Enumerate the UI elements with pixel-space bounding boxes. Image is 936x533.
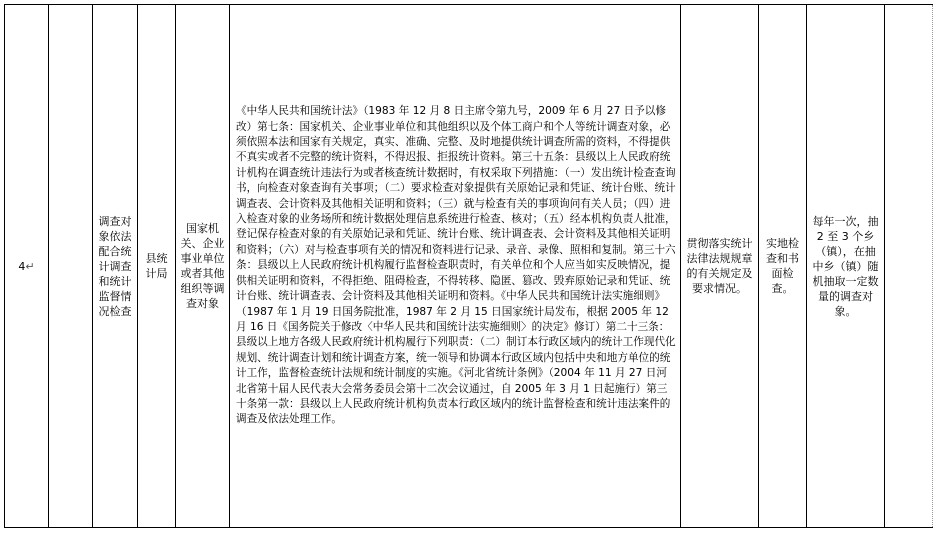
- item-name-cell[interactable]: [93, 5, 138, 528]
- blank-cell[interactable]: [49, 5, 93, 528]
- agency-cell[interactable]: [138, 5, 176, 528]
- item-name: 调查对象依法配合统计调查和统计监督情况检查: [98, 214, 132, 318]
- row-index-cell[interactable]: [5, 5, 49, 528]
- inspection-method: 实地检查和书面检查。: [766, 237, 799, 295]
- requirement-cell[interactable]: [681, 5, 759, 528]
- remarks-cell[interactable]: [885, 5, 933, 528]
- table-row: [5, 5, 933, 528]
- method-cell[interactable]: [759, 5, 807, 528]
- inspection-requirement: 贯彻落实统计法律法规规章的有关规定及要求情况。: [686, 237, 753, 295]
- frequency-cell[interactable]: [807, 5, 885, 528]
- legal-basis-cell[interactable]: [230, 5, 681, 528]
- regulation-table-sheet: [4, 4, 932, 528]
- inspection-target: 国家机关、企业事业单位或者其他组织等调查对象: [180, 222, 225, 310]
- target-cell[interactable]: [176, 5, 230, 528]
- inspection-frequency: 每年一次，抽 2 至 3 个乡（镇），在抽中乡（镇）随机抽取一定数量的调查对象。: [812, 214, 882, 318]
- row-index: 4: [18, 259, 26, 273]
- paragraph-mark: ↵: [25, 259, 35, 273]
- legal-basis-text: 《中华人民共和国统计法》（1983 年 12 月 8 日主席令第九号，2009 年 6 月 27 日予以修改）第七条：国家机关、企业事业单位和其他组织以及个体工商户和个人等统计调查对象，必须依照本法和国家有关规定，真实、准确、完整、及时地提供统计调查所需的资料，不得提供不真实或者不完整的统计资料，不得迟报、拒报统计资料。第三十五条：县级以上人民政府统计机构在调查统计违法行为或者核查统计数据时，有权采取下列措施：（一）发出统计检查查询书，向检查对象查询有关事项；（二）要求检查对象提供有关原始记录和凭证、统计台账、统计调查表、会计资料及其他相关证明和资料；（三）就与检查有关的事项询问有关人员；（四）进入检查对象的业务场所和统计数据处理信息系统进行检查、核对；（五）经本机构负责人批准，登记保存检查对象的有关原始记录和凭证、统计台账、统计调查表、会计资料及其他相关证明和资料；（六）对与检查事项有关的情况和资料进行记录、录音、录像、照相和复制。第三十六条：县级以上人民政府统计机构履行监督检查职责时，有关单位和个人应当如实反映情况，提供相关证明和资料，不得拒绝、阻碍检查，不得转移、隐匿、篡改、毁弃原始记录和凭证、统计台账、统计调查表、会计资料及其他相关证明和资料。《中华人民共和国统计法实施细则》（1987 年 1 月 19 日国务院批准，1987 年 2 月 15 日国家统计局发布，根据 2005 年 12 月 16 日《国务院关于修改〈中华人民共和国统计法实施细则〉的决定》修订）第二十三条：县级以上地方各级人民政府统计机构履行下列职责：（二）制订本行政区域内的统计工作现代化规划、统计调查计划和统计调查方案，统一领导和协调本行政区域内包括中央和地方单位的统计工作，监督检查统计法规和统计制度的实施。《河北省统计条例》（2004 年 11 月 27 日河北省第十届人民代表大会常务委员会第十二次会议通过，自 2005 年 3 月 1 日起施行）第三十条第一款：县级以上人民政府统计机构负责本行政区域内的统计监督检查和统计违法案件的调查及依法处理工作。: [236, 105, 676, 426]
- inspection-items-table: [4, 4, 933, 528]
- agency-name: 县统计局: [145, 252, 168, 280]
